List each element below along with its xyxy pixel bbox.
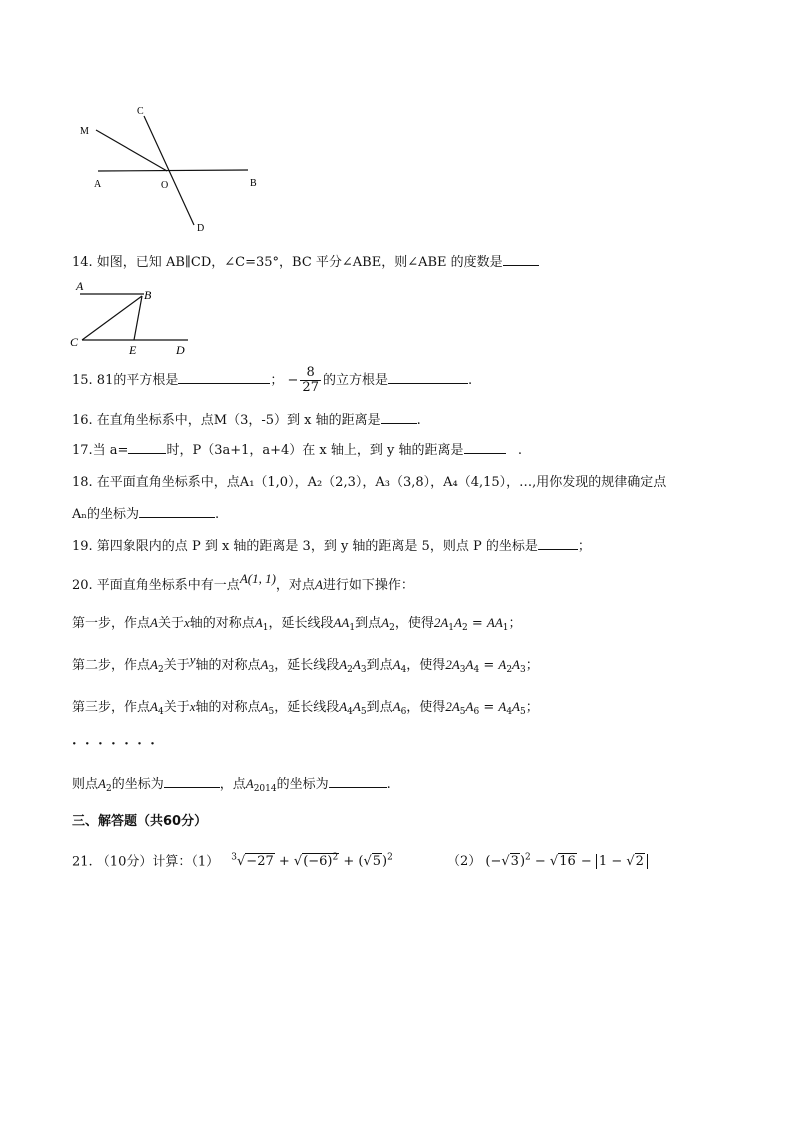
question-18-line2: Aₙ的坐标为 .	[72, 504, 219, 524]
question-21: 21. （10分）计算：（1） $^3√-27 + √(-6)^2 + (√5)^2$ （2） $(-√3)^2 - √16 - 1 - √2$	[72, 849, 648, 871]
label-d: D	[197, 223, 205, 234]
question-20-intro: 20. 平面直角坐标系中有一点A(1, 1)，对点A进行如下操作：	[72, 571, 414, 593]
question-18-line1: 18. 在平面直角坐标系中，点A₁（1,0），A₂（2,3），A₃（3,8），A₄（4,15），…,用你发现的规律确定点	[72, 475, 667, 490]
line-cb	[82, 296, 142, 340]
line-ab	[98, 170, 248, 171]
label-o: O	[161, 180, 169, 191]
question-20-step3: 第三步，作点$A_4$关于x轴的对称点$A_5$，延长线段$A_4A_5$到点$A_6$，使得$2A_5A_6 = A_4A_5$；	[72, 699, 539, 717]
question-20-step1: 第一步，作点A关于x轴的对称点$A_1$，延长线段$AA_1$到点$A_2$，使得$2A_1A_2 = AA_1$；	[72, 615, 522, 633]
label-e2: E	[129, 343, 137, 357]
answer-blank-19[interactable]	[538, 536, 578, 550]
question-16: 16. 在直角坐标系中，点M（3，-5）到 x 轴的距离是 .	[72, 410, 421, 430]
label-c: C	[137, 106, 144, 117]
label-c2: C	[70, 335, 79, 349]
figure-parallel-lines	[68, 278, 198, 358]
answer-blank-17a[interactable]	[128, 440, 166, 454]
answer-blank-20b[interactable]	[329, 774, 387, 788]
expression-21-1: $^3√-27 + √(-6)^2 + (√5)^2$	[231, 853, 393, 870]
line-be	[134, 296, 142, 340]
question-20-conclusion: 则点$A_2$的坐标为 ，点$A_{2014}$的坐标为 .	[72, 776, 391, 794]
label-b2: B	[144, 288, 152, 302]
answer-blank-16[interactable]	[381, 410, 417, 424]
line-mo	[96, 130, 167, 171]
figure-intersecting-lines	[70, 100, 270, 235]
label-b: B	[250, 178, 257, 189]
answer-blank-20a[interactable]	[164, 774, 220, 788]
label-d2: D	[176, 343, 185, 357]
answer-blank-17b[interactable]	[464, 440, 506, 454]
question-14: 14. 如图，已知 AB∥CD，∠C=35°，BC 平分∠ABE，则∠ABE 的度数是	[72, 252, 539, 272]
expression-21-2: $(-√3)^2 - √16 - 1 - √2$	[485, 854, 648, 869]
question-20-step2: 第二步，作点$A_2$关于y轴的对称点$A_3$，延长线段$A_2A_3$到点$A_4$，使得$2A_3A_4 = A_2A_3$；	[72, 652, 539, 675]
question-15: 15. 81的平方根是 ； − $\frac{8}{27}$ 的立方根是 .	[72, 365, 473, 395]
question-19: 19. 第四象限内的点 P 到 x 轴的距离是 3，到 y 轴的距离是 5，则点 P 的坐标是 ；	[72, 536, 591, 556]
answer-blank-14[interactable]	[503, 252, 539, 266]
label-m: M	[80, 126, 89, 137]
label-a: A	[94, 179, 102, 190]
answer-blank-15b[interactable]	[388, 370, 468, 384]
question-20-dots: · · · · · · ·	[72, 737, 157, 752]
answer-blank-15a[interactable]	[178, 370, 270, 384]
question-17: 17.当 a= 时，P（3a+1，a+4）在 x 轴上，到 y 轴的距离是 .	[72, 440, 522, 460]
label-a2: A	[76, 279, 84, 293]
fraction-8-27: $\frac{8}{27}$	[302, 365, 319, 395]
answer-blank-18[interactable]	[139, 504, 215, 518]
section-3-heading: 三、解答题（共60分）	[72, 814, 208, 829]
point-a-1-1: A(1, 1)	[239, 571, 276, 586]
